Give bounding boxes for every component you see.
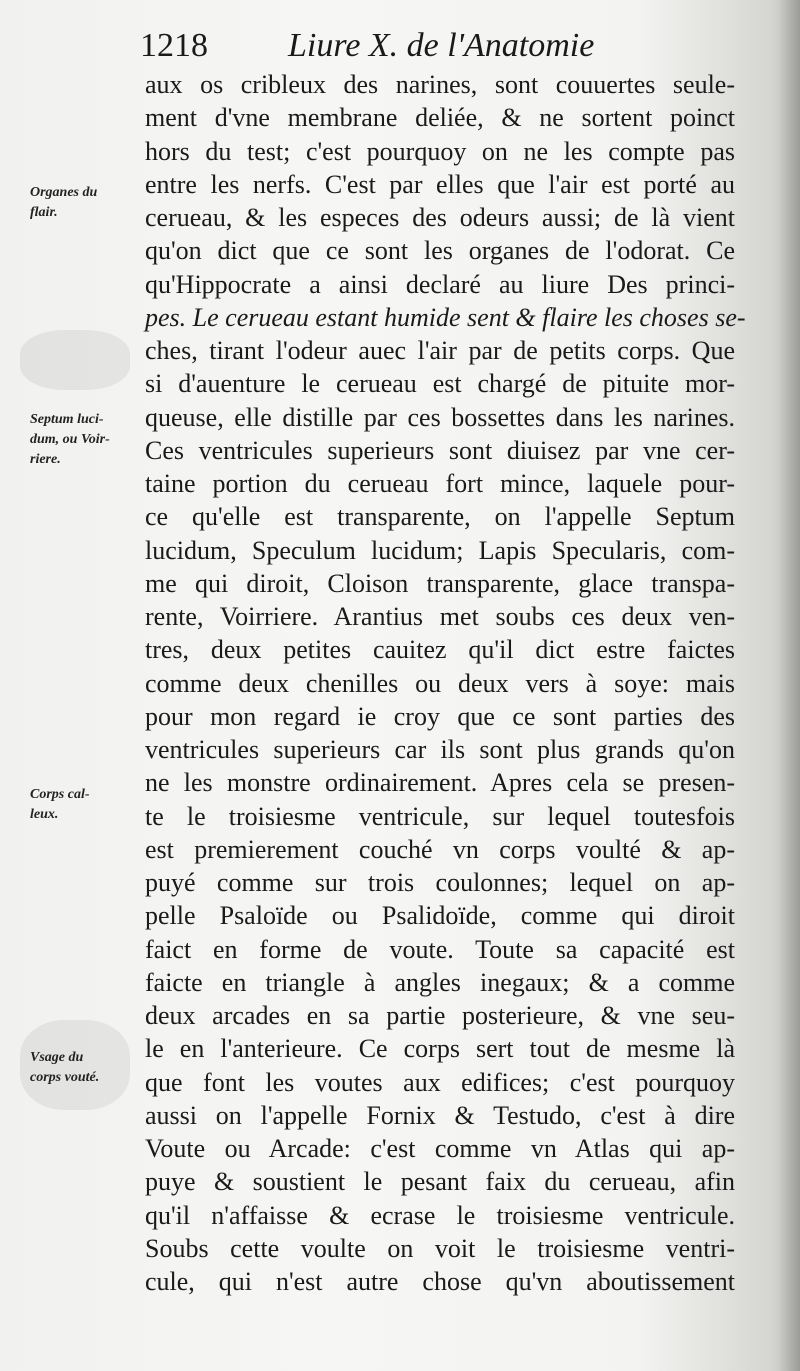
running-header <box>140 22 660 72</box>
text-line: pelle Psaloïde ou Psalidoïde, comme qui diroit <box>145 901 735 931</box>
margin-note-septum <box>30 410 145 470</box>
text-line: faicte en triangle à angles inegaux; & a comme <box>145 967 735 997</box>
margin-note-vsage <box>30 1048 145 1088</box>
margin-note-line: flair. <box>30 205 58 220</box>
margin-note-organes <box>30 183 145 223</box>
text-line: tres, deux petites cauitez qu'il dict estre faictes <box>145 635 735 665</box>
text-line: qu'on dict que ce sont les organes de l'odorat. Ce <box>145 236 735 266</box>
text-line: pour mon regard ie croy que ce sont parties des <box>145 701 735 731</box>
text-line: ventricules superieurs car ils sont plus grands qu'on <box>145 735 735 764</box>
text-line: hors du test; c'est pourquoy on ne les compte pas <box>145 136 735 166</box>
bleed-through-smudge <box>20 330 130 390</box>
text-line: queuse, elle distille par ces bossettes dans les narines. <box>145 402 735 432</box>
margin-note-line: Organes du <box>30 185 98 200</box>
text-line: puye & soustient le pesant faix du cerueau, afin <box>145 1167 735 1197</box>
text-line: me qui diroit, Cloison transparente, glace transpa- <box>145 568 735 598</box>
text-line: faict en forme de voute. Toute sa capacité est <box>145 934 735 964</box>
text-line: aux os cribleux des narines, sont couuertes seule- <box>145 70 735 99</box>
margin-note-line: leux. <box>30 807 59 822</box>
margin-note-line: Corps cal- <box>30 787 90 802</box>
text-line: rente, Voirriere. Arantius met soubs ces deux ven- <box>145 602 735 631</box>
text-line: ne les monstre ordinairement. Apres cela se presen- <box>145 768 735 798</box>
body-text <box>145 68 746 1298</box>
text-line: Soubs cette voulte on voit le troisiesme ventri- <box>145 1233 735 1263</box>
margin-note-line: corps vouté. <box>30 1070 100 1085</box>
text-line: si d'auenture le cerueau est chargé de pituite mor- <box>145 369 735 399</box>
text-line: qu'il n'affaisse & ecrase le troisiesme ventricule. <box>145 1200 735 1230</box>
text-line: puyé comme sur trois coulonnes; lequel on ap- <box>145 868 735 897</box>
text-line: lucidum, Speculum lucidum; Lapis Specularis, com- <box>145 535 735 565</box>
text-line: qu'Hippocrate a ainsi declaré au liure Des princi- <box>145 269 735 299</box>
text-line: pes. Le cerueau estant humide sent & flaire les choses se- <box>145 302 746 332</box>
text-line: est premierement couché vn corps voulté & ap- <box>145 834 735 864</box>
text-line: le en l'anterieure. Ce corps sert tout de mesme là <box>145 1034 735 1064</box>
text-line: Voute ou Arcade: c'est comme vn Atlas qui ap- <box>145 1134 735 1163</box>
text-line: ches, tirant l'odeur auec l'air par de petits corps. Que <box>145 336 735 365</box>
text-line: ment d'vne membrane deliée, & ne sortent poinct <box>145 103 735 133</box>
text-line: cerueau, & les especes des odeurs aussi; de là vient <box>145 203 735 232</box>
text-line: comme deux chenilles ou deux vers à soye: mais <box>145 668 735 698</box>
text-line: Ces ventricules superieurs sont diuisez par vne cer- <box>145 435 735 465</box>
page-number: 1218 <box>140 27 208 64</box>
margin-note-line: Septum luci- <box>30 412 104 427</box>
text-line: aussi on l'appelle Fornix & Testudo, c'est à dire <box>145 1100 735 1130</box>
text-line: ce qu'elle est transparente, on l'appelle Septum <box>145 502 735 532</box>
margin-note-corps-calleux <box>30 785 145 825</box>
text-line: taine portion du cerueau fort mince, laquele pour- <box>145 469 735 498</box>
text-line: que font les voutes aux edifices; c'est pourquoy <box>145 1067 735 1097</box>
running-title: Liure X. de l'Anatomie <box>288 27 595 64</box>
margin-note-line: dum, ou Voir- <box>30 432 110 447</box>
text-line: entre les nerfs. C'est par elles que l'air est porté au <box>145 169 735 199</box>
text-line: te le troisiesme ventricule, sur lequel toutesfois <box>145 801 735 831</box>
text-line: cule, qui n'est autre chose qu'vn aboutissement <box>145 1267 735 1296</box>
page-edge-shadow <box>778 0 800 1371</box>
margin-note-line: riere. <box>30 452 61 467</box>
margin-note-line: Vsage du <box>30 1050 84 1065</box>
text-line: deux arcades en sa partie posterieure, & vne seu- <box>145 1001 735 1030</box>
